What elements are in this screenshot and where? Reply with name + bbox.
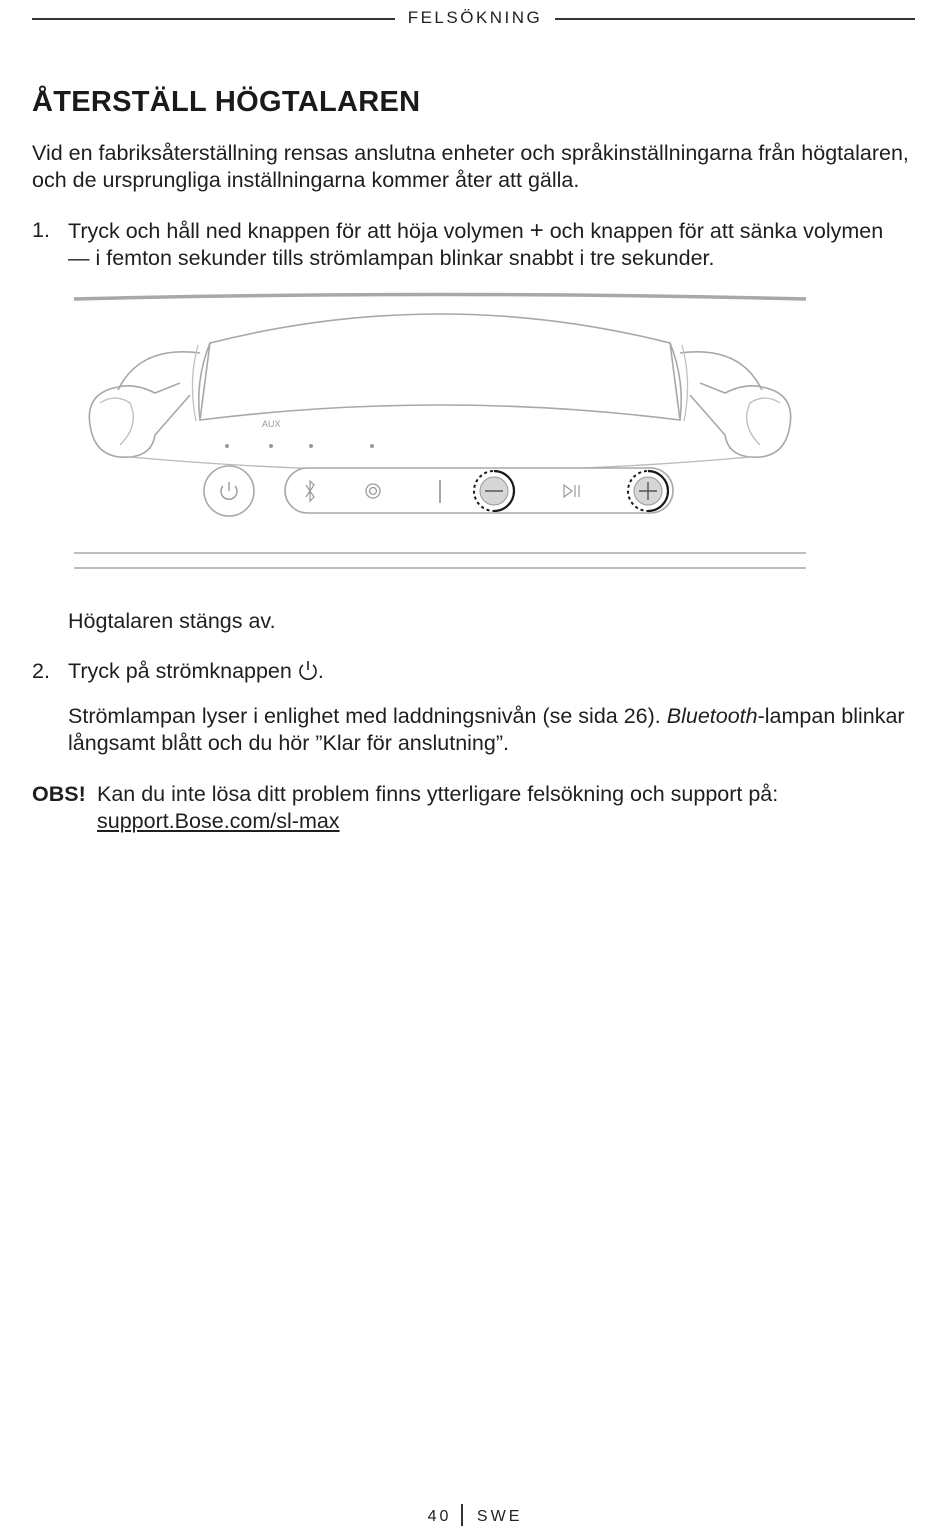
section-header: FELSÖKNING	[0, 8, 950, 28]
step-text: Tryck och håll ned knappen för att höja volymen + och knappen för att sänka volymen — i femton sekunder tills strömlampan blinkar snabbt i tre sekunder.	[68, 217, 884, 270]
step-text: Tryck på strömknappen .	[68, 659, 324, 683]
speaker-illustration	[60, 285, 820, 585]
page-title: ÅTERSTÄLL HÖGTALAREN	[32, 86, 421, 118]
page-footer	[0, 1504, 950, 1526]
intro-paragraph: Vid en fabriksåterställning rensas anslutna enheter och språkinställningarna från högtalaren, och de ursprungliga inställningarna kommer åter att gälla.	[32, 141, 909, 192]
note-text: Kan du inte lösa ditt problem finns ytterligare felsökning och support på:	[97, 782, 779, 806]
bluetooth-term: Bluetooth	[666, 704, 758, 728]
aux-label: AUX	[262, 419, 281, 429]
footer-divider	[461, 1504, 463, 1526]
step-2-result: Strömlampan lyser i enlighet med laddningsnivån (se sida 26). Bluetooth-lampan blinkar långsamt blått och du hör ”Klar för anslutning”.	[68, 704, 905, 755]
note-label: OBS!	[32, 782, 86, 806]
step-number: 2.	[32, 659, 50, 683]
led-dot	[225, 444, 229, 448]
step-1-result: Högtalaren stängs av.	[68, 609, 276, 633]
button-bar	[285, 468, 673, 513]
led-dot	[269, 444, 273, 448]
power-icon	[204, 466, 254, 516]
led-dot	[309, 444, 313, 448]
led-dot	[370, 444, 374, 448]
plus-symbol: +	[529, 217, 544, 244]
language-code: SWE	[476, 1508, 523, 1525]
minus-symbol: —	[68, 246, 90, 270]
power-icon	[298, 659, 318, 681]
step-number: 1.	[32, 218, 50, 242]
page-number: 40	[427, 1508, 452, 1525]
support-link[interactable]: support.Bose.com/sl-max	[97, 809, 340, 833]
